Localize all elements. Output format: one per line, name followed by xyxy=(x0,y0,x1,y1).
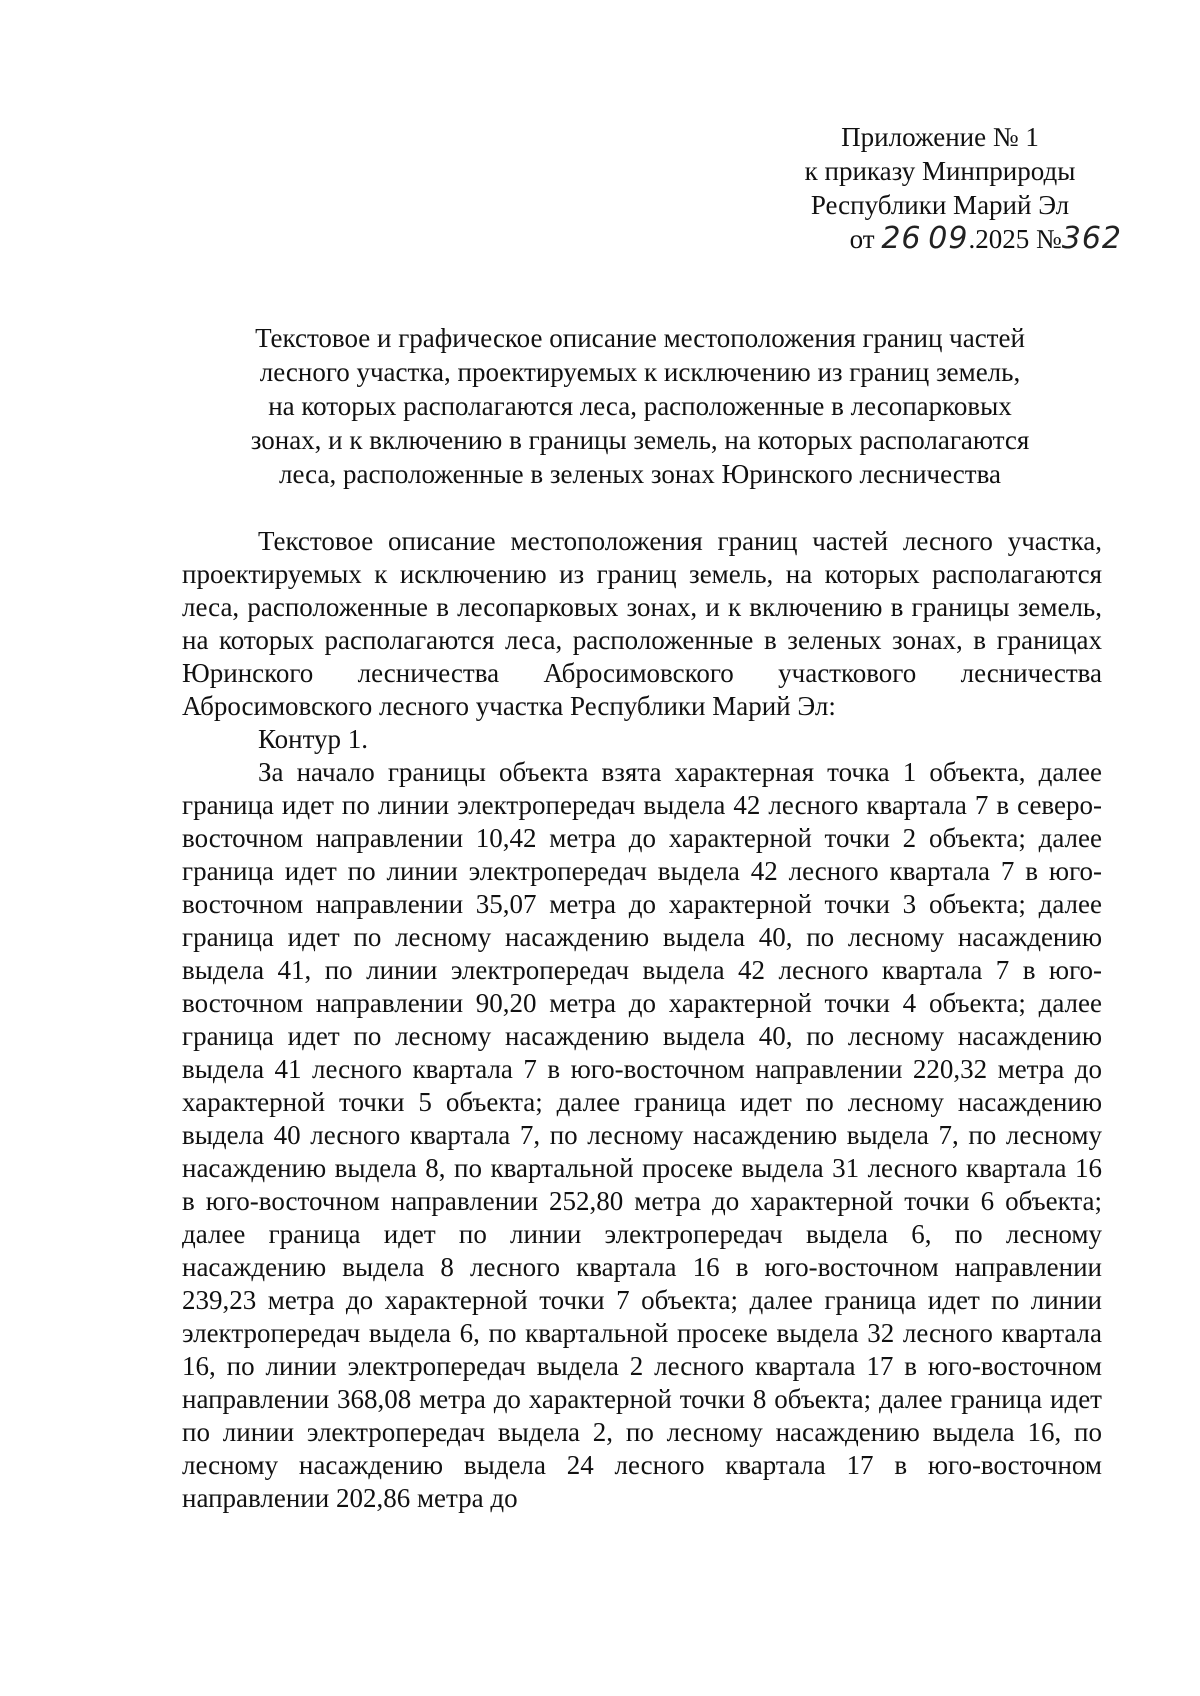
order-date-line xyxy=(740,222,1140,256)
handwritten-month: 09 xyxy=(928,221,969,256)
intro-paragraph: Текстовое описание местоположения границ частей лесного участка, проектируемых к исключению из границ земель, на которых располагаются леса, расположенные в лесопарковых зонах, и к включению в границы земель, на которых располагаются леса, расположенные в зеленых зонах, в границах Юринского лесничества Абросимовского участкового лесничества Абросимовского лесного участка Республики Марий Эл: xyxy=(182,526,1102,721)
order-reference: к приказу Минприроды xyxy=(804,156,1076,186)
handwritten-day: 26 xyxy=(881,221,922,256)
document-title xyxy=(180,321,1100,491)
title-line: на которых располагаются леса, расположенные в лесопарковых xyxy=(268,391,1012,421)
title-line: леса, расположенные в зеленых зонах Юринского лесничества xyxy=(279,459,1001,489)
title-line: зонах, и к включению в границы земель, на которых располагаются xyxy=(250,425,1030,455)
date-year: .2025 № xyxy=(968,224,1062,254)
date-prefix: от xyxy=(849,224,875,254)
handwritten-order-number: 362 xyxy=(1061,221,1122,256)
contour-heading: Контур 1. xyxy=(258,724,369,754)
appendix-number: Приложение № 1 xyxy=(841,122,1039,152)
appendix-header xyxy=(740,120,1140,256)
boundary-description-paragraph: За начало границы объекта взята характерная точка 1 объекта, далее граница идет по линии электропередач выдела 42 лесного квартала 7 в северо-восточном направлении 10,42 метра до характерной точки 2 объекта; далее граница идет по линии электропередач выдела 42 лесного квартала 7 в юго-восточном направлении 35,07 метра до характерной точки 3 объекта; далее граница идет по лесному насаждению выдела 40, по лесному насаждению выдела 41, по линии электропередач выдела 42 лесного квартала 7 в юго-восточном направлении 90,20 метра до характерной точки 4 объекта; далее граница идет по лесному насаждению выдела 40, по лесному насаждению выдела 41 лесного квартала 7 в юго-восточном направлении 220,32 метра до характерной точки 5 объекта; далее граница идет по лесному насаждению выдела 40 лесного квартала 7, по лесному насаждению выдела 7, по лесному насаждению выдела 8, по квартальной просеке выдела 31 лесного квартала 16 в юго-восточном направлении 252,80 метра до характерной точки 6 объекта; далее граница идет по линии электропередач выдела 6, по лесному насаждению выдела 8 лесного квартала 16 в юго-восточном направлении 239,23 метра до характерной точки 7 объекта; далее граница идет по линии электропередач выдела 6, по квартальной просеке выдела 32 лесного квартала 16, по линии электропередач выдела 2 лесного квартала 17 в юго-восточном направлении 368,08 метра до характерной точки 8 объекта; далее граница идет по линии электропередач выдела 2, по лесному насаждению выдела 16, по лесному насаждению выдела 24 лесного квартала 17 в юго-восточном направлении 202,86 метра до xyxy=(182,757,1102,1513)
title-line: Текстовое и графическое описание местоположения границ частей xyxy=(255,323,1025,353)
document-body xyxy=(182,525,1102,1515)
title-line: лесного участка, проектируемых к исключению из границ земель, xyxy=(259,357,1021,387)
ministry-region: Республики Марий Эл xyxy=(810,190,1070,220)
